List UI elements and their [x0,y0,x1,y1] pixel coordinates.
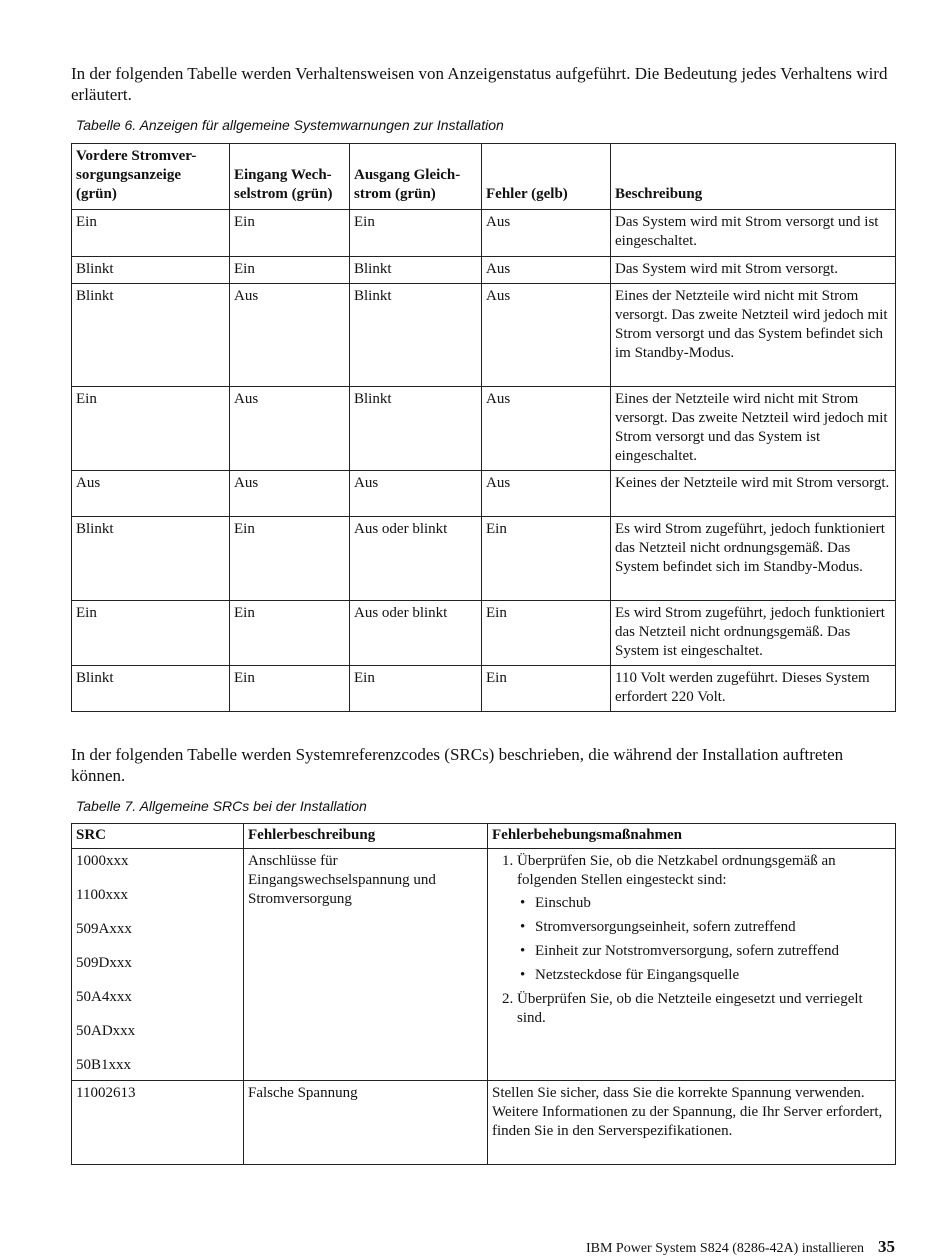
step-text: Überprüfen Sie, ob die Netzkabel ordnungsgemäß an folgenden Stellen eingesteckt sind: [517,853,836,888]
src-code: 50B1xxx [76,1057,132,1073]
bullet-item: • Einschub [535,894,891,913]
table-row [72,601,896,666]
bullet-list [517,894,891,985]
cell: Aus [230,284,350,387]
cell: Blinkt [350,284,482,387]
cell: Ein [230,257,350,284]
table-row [72,257,896,284]
cell: Blinkt [72,666,230,712]
cell: Stellen Sie sicher, dass Sie die korrekte Spannung verwenden. Weitere Informationen zu der Spannung, die Ihr Server erfordert, finden Sie in den Serverspezifikationen. [488,1081,896,1165]
bullet-item: • Netzsteckdose für Eingangsquelle [535,966,891,985]
cell: Ein [72,210,230,257]
table-6-header-row [72,144,896,210]
cell: Eines der Netzteile wird nicht mit Strom versorgt. Das zweite Netzteil wird jedoch mit Strom versorgt und das System ist eingeschaltet. [611,387,896,471]
step-text: Überprüfen Sie, ob die Netzteile eingesetzt und verriegelt sind. [517,991,863,1026]
cell: 11002613 [72,1081,244,1165]
cell: Aus [350,471,482,517]
cell: Ein [230,210,350,257]
step-item [517,852,891,985]
cell: Ein [350,666,482,712]
header-error-description: Fehlerbeschreibung [244,824,488,849]
cell: Es wird Strom zugeführt, jedoch funktioniert das Netzteil nicht ordnungsgemäß. Das System befindet sich im Standby-Modus. [611,517,896,601]
cell: Aus [230,387,350,471]
cell: Blinkt [350,257,482,284]
cell: Ein [482,601,611,666]
cell: Aus [482,387,611,471]
src-code: 1000xxx [76,853,129,869]
table-7-header-row [72,824,896,849]
cell: Ein [72,601,230,666]
cell: Aus [72,471,230,517]
cell: Ein [482,666,611,712]
table-row [72,471,896,517]
bullet-item: • Stromversorgungseinheit, sofern zutreffend [535,918,891,937]
cell: Es wird Strom zugeführt, jedoch funktioniert das Netzteil nicht ordnungsgemäß. Das System ist eingeschaltet. [611,601,896,666]
page-footer [559,1237,895,1257]
cell: Blinkt [350,387,482,471]
intro-paragraph-1: In der folgenden Tabelle werden Verhaltensweisen von Anzeigenstatus aufgeführt. Die Bedeutung jedes Verhaltens wird erläutert. [71,64,888,104]
cell: Eines der Netzteile wird nicht mit Strom versorgt. Das zweite Netzteil wird jedoch mit Strom versorgt und das System befindet sich im Standby-Modus. [611,284,896,387]
cell: Aus oder blinkt [350,517,482,601]
src-code: 509Axxx [76,921,132,937]
cell: Aus [230,471,350,517]
cell: Das System wird mit Strom versorgt und ist eingeschaltet. [611,210,896,257]
src-code: 50A4xxx [76,989,132,1005]
bullet-item: • Einheit zur Notstromversorgung, sofern zutreffend [535,942,891,961]
header-fault: Fehler (gelb) [482,144,611,210]
table-7-caption: Tabelle 7. Allgemeine SRCs bei der Installation [76,798,367,814]
table-row [72,284,896,387]
step-item [517,990,891,1028]
cell: Ein [230,517,350,601]
cell: Ein [482,517,611,601]
footer-title: IBM Power System S824 (8286-42A) installieren [585,1241,864,1256]
cell: Ein [72,387,230,471]
cell: Aus [482,257,611,284]
table-row [72,849,896,1081]
src-code: 509Dxxx [76,955,132,971]
table-row [72,1081,896,1165]
intro-paragraph-2: In der folgenden Tabelle werden Systemreferenzcodes (SRCs) beschrieben, die während der Installation auftreten können. [71,745,844,785]
cell: Blinkt [72,517,230,601]
resolution-cell [488,849,896,1081]
cell: Aus oder blinkt [350,601,482,666]
resolution-steps [492,852,891,1028]
header-src: SRC [72,824,244,849]
table-row [72,387,896,471]
header-description: Beschreibung [611,144,896,210]
src-list [76,852,239,1075]
header-ac-input: Eingang Wech-selstrom (grün) [230,144,350,210]
cell: Ein [230,601,350,666]
cell: Ein [230,666,350,712]
src-code: 50ADxxx [76,1023,136,1039]
cell: Falsche Spannung [244,1081,488,1165]
cell: 110 Volt werden zugeführt. Dieses System erfordert 220 Volt. [611,666,896,712]
cell: Aus [482,210,611,257]
table-6 [71,143,896,712]
cell: Aus [482,471,611,517]
cell: Keines der Netzteile wird mit Strom versorgt. [611,471,896,517]
table-6-caption: Tabelle 6. Anzeigen für allgemeine Systemwarnungen zur Installation [76,117,504,133]
src-cell [72,849,244,1081]
table-row [72,517,896,601]
header-front-power: Vordere Stromver-sorgungsanzeige (grün) [72,144,230,210]
cell: Anschlüsse für Eingangswechselspannung und Stromversorgung [244,849,488,1081]
table-row [72,210,896,257]
table-7 [71,823,896,1165]
cell: Ein [350,210,482,257]
cell: Blinkt [72,257,230,284]
header-dc-output: Ausgang Gleich-strom (grün) [350,144,482,210]
cell: Aus [482,284,611,387]
cell: Das System wird mit Strom versorgt. [611,257,896,284]
header-resolution: Fehlerbehebungsmaßnahmen [488,824,896,849]
table-row [72,666,896,712]
page-number: 35 [878,1237,895,1256]
cell: Blinkt [72,284,230,387]
src-code: 1100xxx [76,887,128,903]
